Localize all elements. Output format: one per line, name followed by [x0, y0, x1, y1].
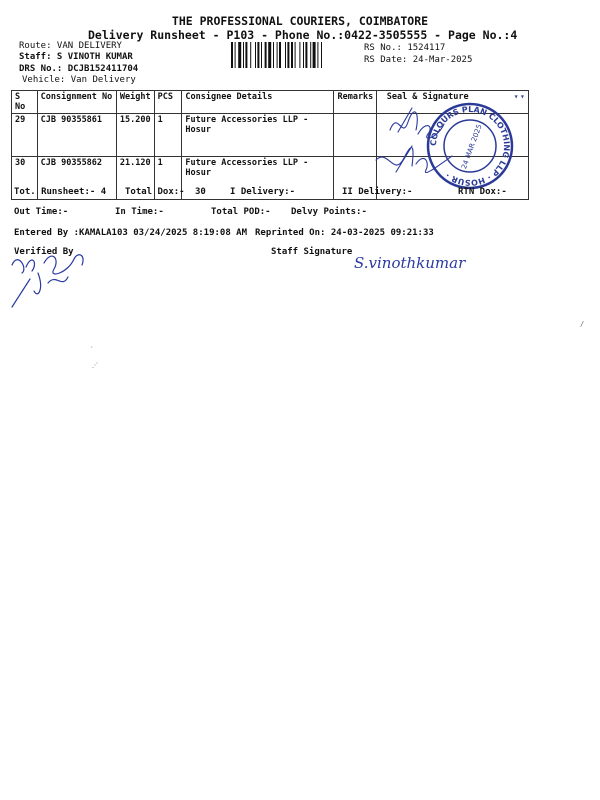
barcode-bar: [305, 42, 307, 68]
ii-delivery: II Delivery:-: [342, 187, 413, 197]
barcode-bar: [245, 42, 247, 68]
col-pcs: PCS: [154, 91, 182, 114]
col-remarks: Remarks: [334, 91, 377, 114]
scan-speck: /: [580, 320, 585, 328]
barcode-bar: [231, 42, 233, 68]
cell-consignment: CJB 90355861: [37, 114, 116, 157]
barcode-bar: [303, 42, 304, 68]
svg-text:COLOURS PLAN CLOTHING LLP · HO: COLOURS PLAN CLOTHING LLP · HOSUR ·: [428, 104, 512, 188]
cell-sno: 29: [12, 114, 38, 157]
cell-consignee: Future Accessories LLP - Hosur: [182, 114, 334, 157]
barcode-bar: [257, 42, 259, 68]
barcode-bar: [261, 42, 262, 68]
barcode-bar: [291, 42, 293, 68]
barcode-bar: [299, 42, 300, 68]
staff-signature-label: Staff Signature: [271, 247, 353, 257]
vehicle-label: Vehicle: Van Delivery: [22, 75, 136, 85]
runsheet-title: Delivery Runsheet - P103 - Phone No.:0422-3505555 - Page No.:4: [88, 28, 518, 42]
barcode-bar: [265, 42, 267, 68]
out-time: Out Time:-: [14, 207, 69, 217]
rs-date: RS Date: 24-Mar-2025: [364, 55, 473, 65]
rs-number: RS No.: 1524117: [364, 43, 446, 53]
barcode-bar: [313, 42, 316, 68]
cell-consignee: Future Accessories LLP - Hosur: [182, 157, 334, 200]
barcode-bar: [277, 42, 278, 68]
scan-speck: ·: [90, 344, 94, 351]
delvy-points: Delvy Points:-: [291, 207, 367, 217]
cell-weight: 21.120: [116, 157, 154, 200]
col-sno: S No: [12, 91, 38, 114]
barcode-bar: [321, 42, 322, 68]
cell-sno: 30: [12, 157, 38, 200]
verifier-signature: [8, 243, 103, 313]
cell-pcs: 1: [154, 114, 182, 157]
col-consignment: Consignment No: [37, 91, 116, 114]
staff-label: Staff: S VINOTH KUMAR: [19, 52, 133, 62]
staff-handwritten-signature: [352, 248, 512, 276]
barcode-bar: [273, 42, 274, 68]
col-seal: Seal & Signature ▾: [377, 91, 529, 114]
barcode: [231, 42, 353, 68]
total-dox-value: 30: [195, 187, 206, 197]
barcode-bar: [255, 42, 256, 68]
barcode-bar: [238, 42, 241, 68]
col-consignee: Consignee Details: [182, 91, 334, 114]
drs-label: DRS No.: DCJB152411704: [19, 64, 139, 74]
rtn-dox: RTN Dox:-: [458, 187, 507, 197]
route-label: Route: VAN DELIVERY: [19, 41, 122, 51]
entered-by: Entered By :KAMALA103 03/24/2025 8:19:08 AM: [14, 228, 247, 238]
barcode-bar: [279, 42, 281, 68]
barcode-bar: [295, 42, 296, 68]
reprinted-on: Reprinted On: 24-03-2025 09:21:33: [255, 228, 434, 238]
barcode-bar: [287, 42, 289, 68]
barcode-bar: [243, 42, 244, 68]
barcode-bar: [268, 42, 271, 68]
barcode-bar: [285, 42, 286, 68]
scan-speck: ⋰: [92, 362, 98, 369]
corner-mark: ▾: [520, 92, 525, 101]
verified-by-label: Verified By: [14, 247, 74, 257]
barcode-bar: [235, 42, 236, 68]
barcode-bar: [310, 42, 311, 68]
i-delivery: I Delivery:-: [230, 187, 296, 197]
total-runsheet: Tot. Runsheet:- 4: [14, 187, 107, 197]
svg-text:S.vinothkumar: S.vinothkumar: [354, 254, 466, 272]
in-time: In Time:-: [115, 207, 164, 217]
company-name: THE PROFESSIONAL COURIERS, COIMBATORE: [171, 14, 429, 28]
barcode-bar: [250, 42, 251, 68]
cell-weight: 15.200: [116, 114, 154, 157]
cell-pcs: 1: [154, 157, 182, 200]
total-pod: Total POD:-: [211, 207, 271, 217]
svg-text:24 MAR 2025: 24 MAR 2025: [460, 123, 484, 171]
company-seal-stamp: [424, 100, 516, 192]
col-weight: Weight: [116, 91, 154, 114]
total-dox-label: Total Dox:-: [125, 187, 185, 197]
barcode-bar: [317, 42, 318, 68]
cell-consignment: CJB 90355862: [37, 157, 116, 200]
